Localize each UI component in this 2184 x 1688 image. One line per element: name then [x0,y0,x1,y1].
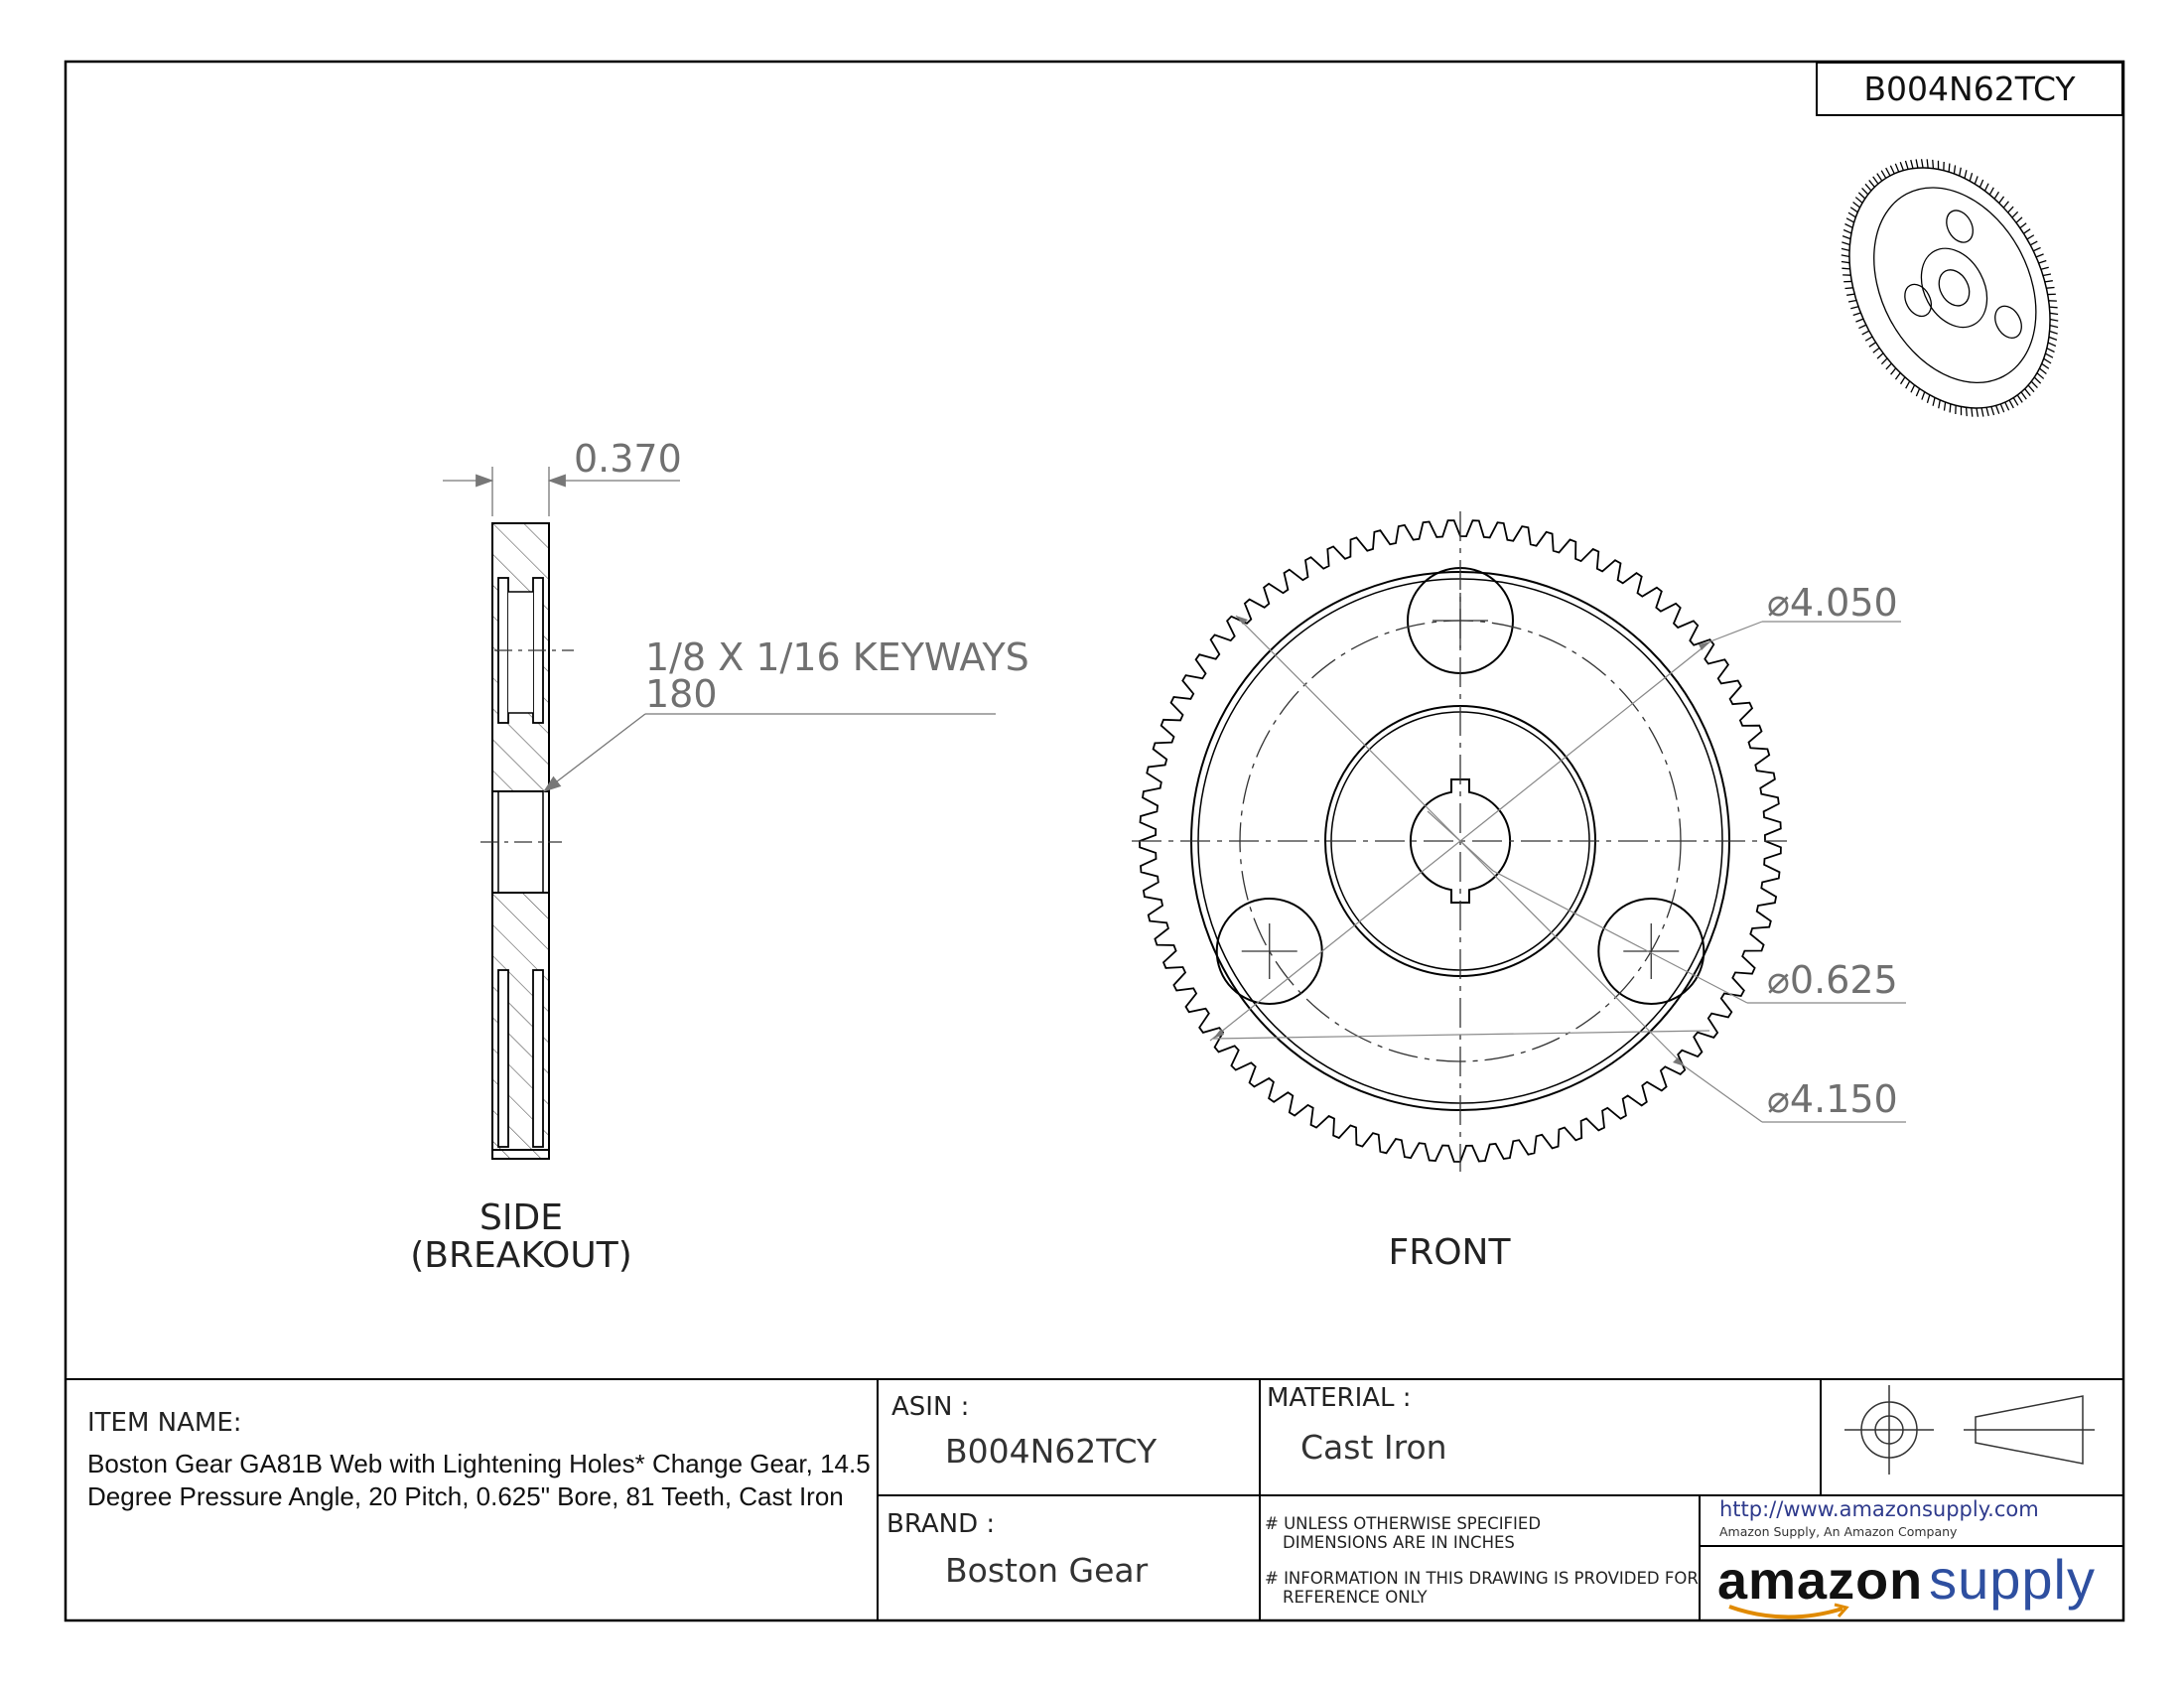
keyway-note-line1: 1/8 X 1/16 KEYWAYS [645,635,1029,679]
side-width-dimension: 0.370 [574,437,682,481]
note-dimensions [1265,1514,1541,1552]
note-reference [1265,1569,1699,1607]
note-reference-line2: REFERENCE ONLY [1283,1588,1428,1607]
diameter-bore-value: 0.625 [1789,958,1898,1002]
item-name-line2: Degree Pressure Angle, 20 Pitch, 0.625" Bore, 81 Teeth, Cast Iron [87,1481,844,1511]
logo-supply-text: supply [1929,1548,2096,1611]
sheet-border [66,62,2123,1620]
material-label: MATERIAL : [1267,1383,1412,1413]
material-value: Cast Iron [1300,1428,1447,1467]
part-number-label: B004N62TCY [1863,70,2076,108]
website-link[interactable]: http://www.amazonsupply.com [1719,1497,2039,1521]
diameter-symbol-icon: ⌀ [1767,958,1790,1002]
amazon-smile-icon [1725,1601,1864,1630]
diameter-pitch-value: 4.150 [1789,1077,1898,1121]
front-view-title: FRONT [1388,1232,1511,1273]
asin-value: B004N62TCY [945,1432,1158,1471]
website-subtitle: Amazon Supply, An Amazon Company [1719,1524,1958,1539]
item-name-line1: Boston Gear GA81B Web with Lightening Holes* Change Gear, 14.5 [87,1449,871,1478]
keyway-note-line2: 180 [645,672,718,716]
item-name-value [87,1448,871,1513]
projection-symbol-icon [1844,1385,2095,1475]
item-name-label: ITEM NAME: [87,1408,242,1438]
side-view-drawing [443,467,996,1159]
note-dimensions-line2: DIMENSIONS ARE IN INCHES [1283,1533,1515,1552]
diameter-pitch-dimension [1767,1077,1898,1121]
note-dimensions-line1: # UNLESS OTHERWISE SPECIFIED [1265,1514,1542,1533]
side-view-title [392,1199,650,1275]
isometric-gear-view [1798,121,2101,455]
diameter-bore-dimension [1767,958,1898,1002]
logo-amazon-text: amazon [1717,1551,1924,1611]
diameter-outer-value: 4.050 [1789,581,1898,625]
brand-label: BRAND : [887,1509,996,1539]
diameter-outer-dimension [1767,581,1898,625]
side-view-title-text: SIDE [479,1197,563,1238]
diameter-symbol-icon: ⌀ [1767,581,1790,625]
diameter-symbol-icon: ⌀ [1767,1077,1790,1121]
asin-label: ASIN : [891,1392,970,1422]
side-view-subtitle: (BREAKOUT) [410,1235,632,1276]
note-reference-line1: # INFORMATION IN THIS DRAWING IS PROVIDED FOR [1265,1569,1699,1588]
brand-value: Boston Gear [945,1551,1149,1590]
